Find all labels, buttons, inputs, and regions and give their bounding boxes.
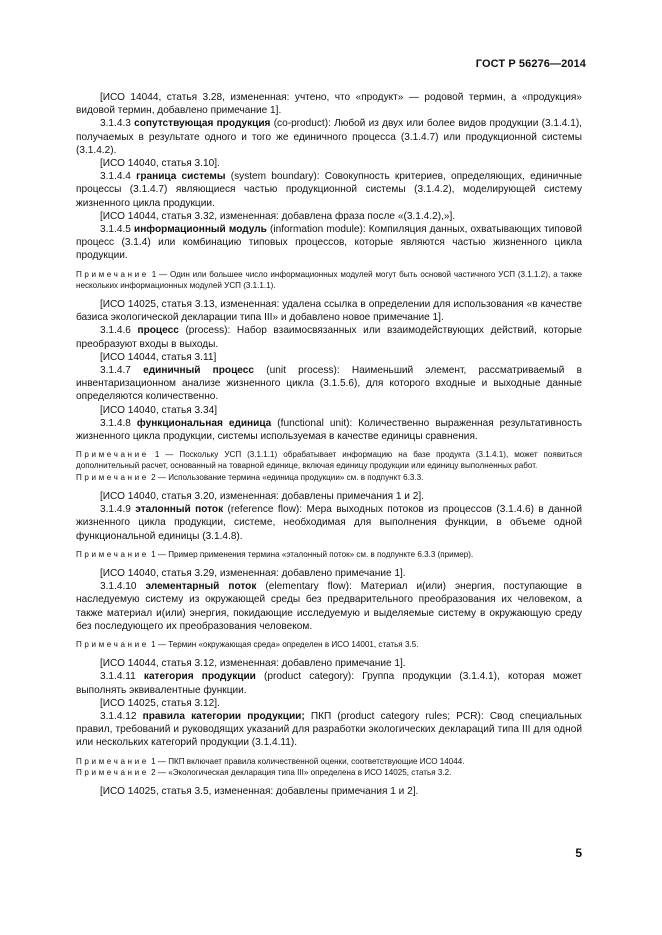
term: процесс [137,325,179,337]
term: функциональная единица [136,417,272,429]
note [76,269,582,291]
clause-number: 3.1.4.3 [100,118,131,130]
note-label: Примечание [76,269,149,279]
clause-number: 3.1.4.10 [100,581,137,593]
page-number: 5 [575,846,582,860]
note [76,472,582,483]
term: информационный модуль [134,224,267,236]
clause-number: 3.1.4.4 [100,171,131,183]
term-definition-product-category [76,670,582,696]
note [76,756,582,767]
note-label: Примечание [76,450,149,460]
term-definition-functional-unit [76,417,582,443]
reference-paragraph: [ИСО 14040, статья 3.10]. [100,158,220,170]
reference-paragraph: [ИСО 14025, статья 3.5, измененная: добавлены примечания 1 и 2]. [100,785,419,797]
reference-paragraph: [ИСО 14025, статья 3.12]. [100,697,220,709]
term-definition-elementary-flow [76,580,582,633]
reference-paragraph: [ИСО 14044, статья 3.32, измененная: добавлена фраза после «(3.1.4.2),»]. [100,210,456,222]
reference-paragraph: [ИСО 14044, статья 3.12, измененная: добавлено примечание 1]. [100,658,406,670]
term: эталонный поток [135,504,224,516]
reference-paragraph: [ИСО 14040, статья 3.29, измененная: добавлено примечание 1]. [100,567,406,579]
reference-paragraph: [ИСО 14044, статья 3.11] [100,351,217,363]
term: граница системы [136,171,226,183]
term: сопутствующая продукция [134,118,271,130]
note-label: Примечание [76,639,149,649]
clause-number: 3.1.4.6 [100,325,131,337]
note [76,639,582,650]
document-header: ГОСТ Р 56276—2014 [475,58,586,70]
note-text: 1 — Один или большее число информационных модулей могут быть основой частичного УСП (3.1.1.2), а также нескольких информационных модулей УСП (3.1.1.1). [76,269,582,290]
term-definition-process [76,324,582,350]
term-definition-reference-flow [76,503,582,543]
clause-number: 3.1.4.9 [100,504,131,516]
definition: (elementary flow): Материал и(или) энергия, поступающие в наследуемую систему из окружающей среды без предварительного преобразования их человеком, а также материал и(или) энергия, покидающие исследуемую и выделяемые систему в окружающую среду без последующего их преобразования человеком. [76,581,582,632]
note-text: 2 — Использование термина «единица продукции» см. в подпункт 6.3.3. [148,472,424,482]
term-definition-system-boundary [76,170,582,210]
definition: (functional unit): Количественно выраженная результативность жизненного цикла продукции, системы используемая в качестве единицы сравнения. [76,417,582,443]
note-label: Примечание [76,756,149,766]
definition: (unit process): Наименьший элемент, рассматриваемый в инвентаризационном анализе жизненного цикла (3.1.5.6), для которого входные и выходные данные определяются количественно. [76,365,582,403]
note-text: 2 — «Экологическая декларация типа III» определена в ИСО 14025, статья 3.2. [148,767,452,777]
note [76,549,582,560]
term: элементарный поток [145,581,257,593]
definition: (reference flow): Мера выходных потоков из процессов (3.1.4.6) в данной жизненного цикла продукции, системе, необходимая для выполнения функции, в объеме одной функциональной единицы (3.1.4.8). [76,504,582,542]
note-text: 1 — Пример применения термина «эталонный поток» см. в подпункте 6.3.3 (пример). [148,549,474,559]
definition: ПКП (product category rules; PCR): Свод специальных правил, требований и руководящих указаний для разработки экологических деклараций типа III для одной или нескольких категорий продукции (3.1.4.11). [76,710,582,749]
definition: (product category): Группа продукции (3.1.4.1), которая может выполнять эквивалентные функции. [76,671,582,696]
note-text: 1 — Термин «окружающая среда» определен в ИСО 14001, статья 3.5. [148,639,419,649]
note-text: 1 — ПКП включает правила количественной оценки, соответствующие ИСО 14044. [148,756,465,766]
note-label: Примечание [76,472,149,482]
note-label: Примечание [76,767,149,777]
reference-paragraph: [ИСО 14025, статья 3.13, измененная: удалена ссылка в определении для использования «в качестве базиса экологической декларации типа III» и добавлено новое примечание 1]. [76,299,582,324]
definition: (co-product): Любой из двух или более видов продукции (3.1.4.1), получаемых в результате одного и того же единичного процесса (3.1.4.7) или продукционной системы (3.1.4.2). [76,118,582,156]
reference-paragraph: [ИСО 14040, статья 3.34] [100,404,218,416]
term-definition-product-category-rules [76,710,582,750]
clause-number: 3.1.4.7 [100,365,131,377]
term-definition-co-product [76,117,582,157]
note-text: 1 — Поскольку УСП (3.1.1.1) обрабатывает информацию на базе продукта (3.1.4.1), может появиться дополнительный расчет, основанный на товарной единице, включая единицу продукции или единицу выполненных работ. [76,450,582,471]
definition: (process): Набор взаимосвязанных или взаимодействующих действий, которые преобразуют входы в выходы. [76,325,582,350]
note [76,767,582,778]
clause-number: 3.1.4.5 [100,224,131,236]
reference-paragraph: [ИСО 14040, статья 3.20, измененная: добавлены примечания 1 и 2]. [100,490,424,502]
clause-number: 3.1.4.12 [100,710,137,722]
term: единичный процесс [143,365,255,377]
note-label: Примечание [76,549,149,559]
clause-number: 3.1.4.11 [100,671,136,683]
document-body [76,91,582,798]
definition: (system boundary): Совокупность критериев, определяющих, единичные процессы (3.1.4.7) являющиеся частью продукционной системы (3.1.4.2), моделирующей систему жизненного цикла продукции. [76,171,583,209]
reference-paragraph: [ИСО 14044, статья 3.28, измененная: учтено, что «продукт» — родовой термин, а «продукция» видовой термин, добавлено примечание 1]. [76,92,582,117]
term-definition-information-module [76,223,582,263]
definition: (information module): Компиляция данных, охватывающих типовой процесс (3.1.4) или комбинацию типовых процессов, которые являются частью жизненного цикла продукции. [76,224,582,262]
term: правила категории продукции; [142,710,305,722]
term-definition-unit-process [76,364,582,404]
term: категория продукции [143,671,256,683]
clause-number: 3.1.4.8 [100,417,131,429]
note [76,449,582,471]
